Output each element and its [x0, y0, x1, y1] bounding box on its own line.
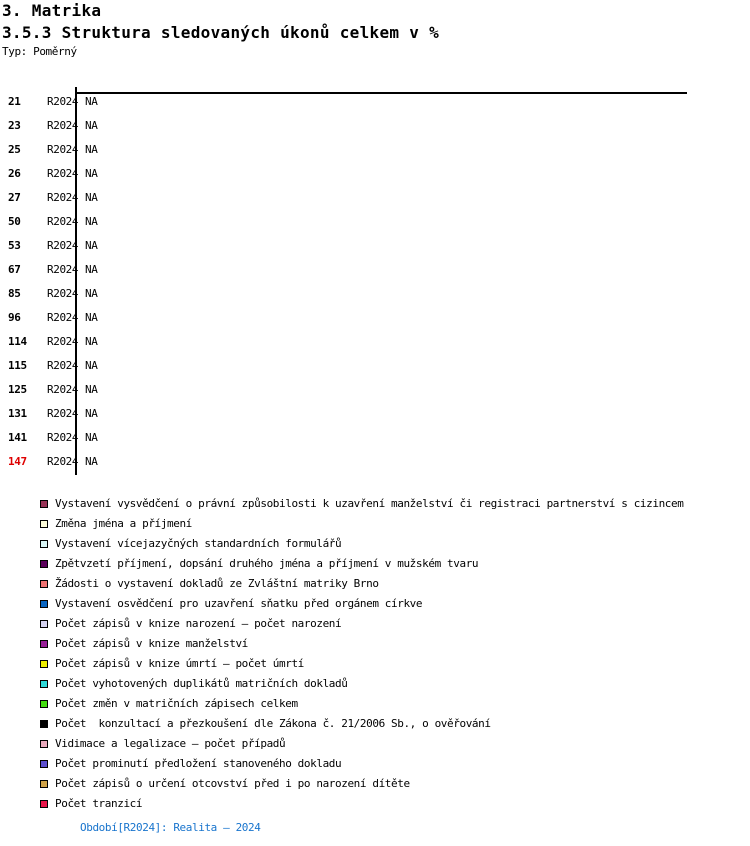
row-id-label: 125 — [8, 383, 27, 396]
chart-row — [0, 167, 750, 180]
legend-item-label: Počet tranzicí — [55, 797, 143, 810]
row-value-label: NA — [85, 383, 98, 396]
legend-item — [40, 777, 410, 790]
legend-item — [40, 597, 422, 610]
legend-item-label: Vystavení vysvědčení o právní způsobilosti k uzavření manželství či registraci partnerství s cizincem — [55, 497, 684, 510]
row-period-label: R2024 — [47, 431, 79, 444]
row-value-label: NA — [85, 311, 98, 324]
legend-item — [40, 697, 298, 710]
row-id-label: 50 — [8, 215, 21, 228]
legend-item — [40, 757, 341, 770]
chart-row — [0, 431, 750, 444]
row-id-label: 115 — [8, 359, 27, 372]
row-period-label: R2024 — [47, 311, 79, 324]
row-value-label: NA — [85, 407, 98, 420]
row-value-label: NA — [85, 335, 98, 348]
row-period-label: R2024 — [47, 239, 79, 252]
chart-row — [0, 119, 750, 132]
chart-row — [0, 455, 750, 468]
row-period-label: R2024 — [47, 359, 79, 372]
row-period-label: R2024 — [47, 143, 79, 156]
legend-swatch-icon — [40, 620, 48, 628]
legend-item-label: Počet zápisů o určení otcovství před i po narození dítěte — [55, 777, 410, 790]
legend-item-label: Vystavení osvědčení pro uzavření sňatku před orgánem církve — [55, 597, 423, 610]
legend-swatch-icon — [40, 640, 48, 648]
chart-row — [0, 263, 750, 276]
row-id-label: 23 — [8, 119, 21, 132]
row-period-label: R2024 — [47, 335, 79, 348]
row-period-label: R2024 — [47, 167, 79, 180]
row-value-label: NA — [85, 359, 98, 372]
row-id-label: 67 — [8, 263, 21, 276]
legend-item-label: Počet vyhotovených duplikátů matričních dokladů — [55, 677, 348, 690]
row-period-label: R2024 — [47, 455, 79, 468]
legend-item — [40, 657, 304, 670]
row-id-label: 96 — [8, 311, 21, 324]
row-id-label: 26 — [8, 167, 21, 180]
chart-row — [0, 215, 750, 228]
legend-item-label: Počet konzultací a přezkoušení dle Zákona č. 21/2006 Sb., o ověřování — [55, 717, 491, 730]
period-footer: Období[R2024]: Realita – 2024 — [80, 821, 261, 834]
legend-swatch-icon — [40, 800, 48, 808]
legend-item — [40, 717, 491, 730]
chart-row — [0, 287, 750, 300]
legend-swatch-icon — [40, 660, 48, 668]
chart-type-label: Typ: Poměrný — [2, 45, 77, 58]
legend-item — [40, 617, 341, 630]
legend-swatch-icon — [40, 780, 48, 788]
legend-item-label: Vidimace a legalizace – počet případů — [55, 737, 286, 750]
chart-row — [0, 95, 750, 108]
row-id-label: 147 — [8, 455, 27, 468]
row-id-label: 141 — [8, 431, 27, 444]
legend-swatch-icon — [40, 540, 48, 548]
legend-swatch-icon — [40, 600, 48, 608]
legend-item-label: Změna jména a příjmení — [55, 517, 192, 530]
row-period-label: R2024 — [47, 287, 79, 300]
row-id-label: 21 — [8, 95, 21, 108]
chart-title: 3. Matrika — [2, 1, 102, 20]
legend-item — [40, 517, 192, 530]
chart-row — [0, 191, 750, 204]
legend-swatch-icon — [40, 700, 48, 708]
legend-item — [40, 737, 285, 750]
row-value-label: NA — [85, 119, 98, 132]
row-value-label: NA — [85, 263, 98, 276]
legend-swatch-icon — [40, 740, 48, 748]
row-value-label: NA — [85, 431, 98, 444]
row-id-label: 85 — [8, 287, 21, 300]
row-id-label: 25 — [8, 143, 21, 156]
row-value-label: NA — [85, 287, 98, 300]
legend-item — [40, 637, 248, 650]
chart-row — [0, 359, 750, 372]
row-value-label: NA — [85, 455, 98, 468]
row-value-label: NA — [85, 191, 98, 204]
row-period-label: R2024 — [47, 191, 79, 204]
row-period-label: R2024 — [47, 95, 79, 108]
chart-row — [0, 239, 750, 252]
row-value-label: NA — [85, 239, 98, 252]
legend-item — [40, 677, 347, 690]
legend-item-label: Počet zápisů v knize narození – počet narození — [55, 617, 342, 630]
row-id-label: 131 — [8, 407, 27, 420]
chart-row — [0, 407, 750, 420]
row-value-label: NA — [85, 215, 98, 228]
legend-item — [40, 497, 683, 510]
chart-row — [0, 311, 750, 324]
legend-swatch-icon — [40, 680, 48, 688]
row-period-label: R2024 — [47, 119, 79, 132]
chart-subtitle: 3.5.3 Struktura sledovaných úkonů celkem v % — [2, 23, 440, 42]
legend-item — [40, 557, 478, 570]
legend-item — [40, 797, 142, 810]
row-period-label: R2024 — [47, 263, 79, 276]
legend-swatch-icon — [40, 520, 48, 528]
x-axis-line — [75, 92, 687, 94]
legend-item-label: Počet zápisů v knize úmrtí – počet úmrtí — [55, 657, 304, 670]
row-period-label: R2024 — [47, 407, 79, 420]
chart-row — [0, 143, 750, 156]
row-id-label: 53 — [8, 239, 21, 252]
legend-item-label: Zpětvzetí příjmení, dopsání druhého jména a příjmení v mužském tvaru — [55, 557, 479, 570]
legend-item-label: Počet zápisů v knize manželství — [55, 637, 248, 650]
legend-swatch-icon — [40, 500, 48, 508]
row-value-label: NA — [85, 95, 98, 108]
row-id-label: 114 — [8, 335, 27, 348]
legend-swatch-icon — [40, 720, 48, 728]
legend-item-label: Počet prominutí předložení stanoveného dokladu — [55, 757, 342, 770]
legend-item — [40, 577, 379, 590]
row-period-label: R2024 — [47, 383, 79, 396]
legend-swatch-icon — [40, 760, 48, 768]
row-value-label: NA — [85, 167, 98, 180]
chart-row — [0, 335, 750, 348]
legend-swatch-icon — [40, 560, 48, 568]
row-id-label: 27 — [8, 191, 21, 204]
row-value-label: NA — [85, 143, 98, 156]
legend-item-label: Žádosti o vystavení dokladů ze Zvláštní matriky Brno — [55, 577, 379, 590]
legend-item — [40, 537, 341, 550]
chart-row — [0, 383, 750, 396]
legend-item-label: Počet změn v matričních zápisech celkem — [55, 697, 298, 710]
legend-item-label: Vystavení vícejazyčných standardních formulářů — [55, 537, 342, 550]
row-period-label: R2024 — [47, 215, 79, 228]
legend-swatch-icon — [40, 580, 48, 588]
